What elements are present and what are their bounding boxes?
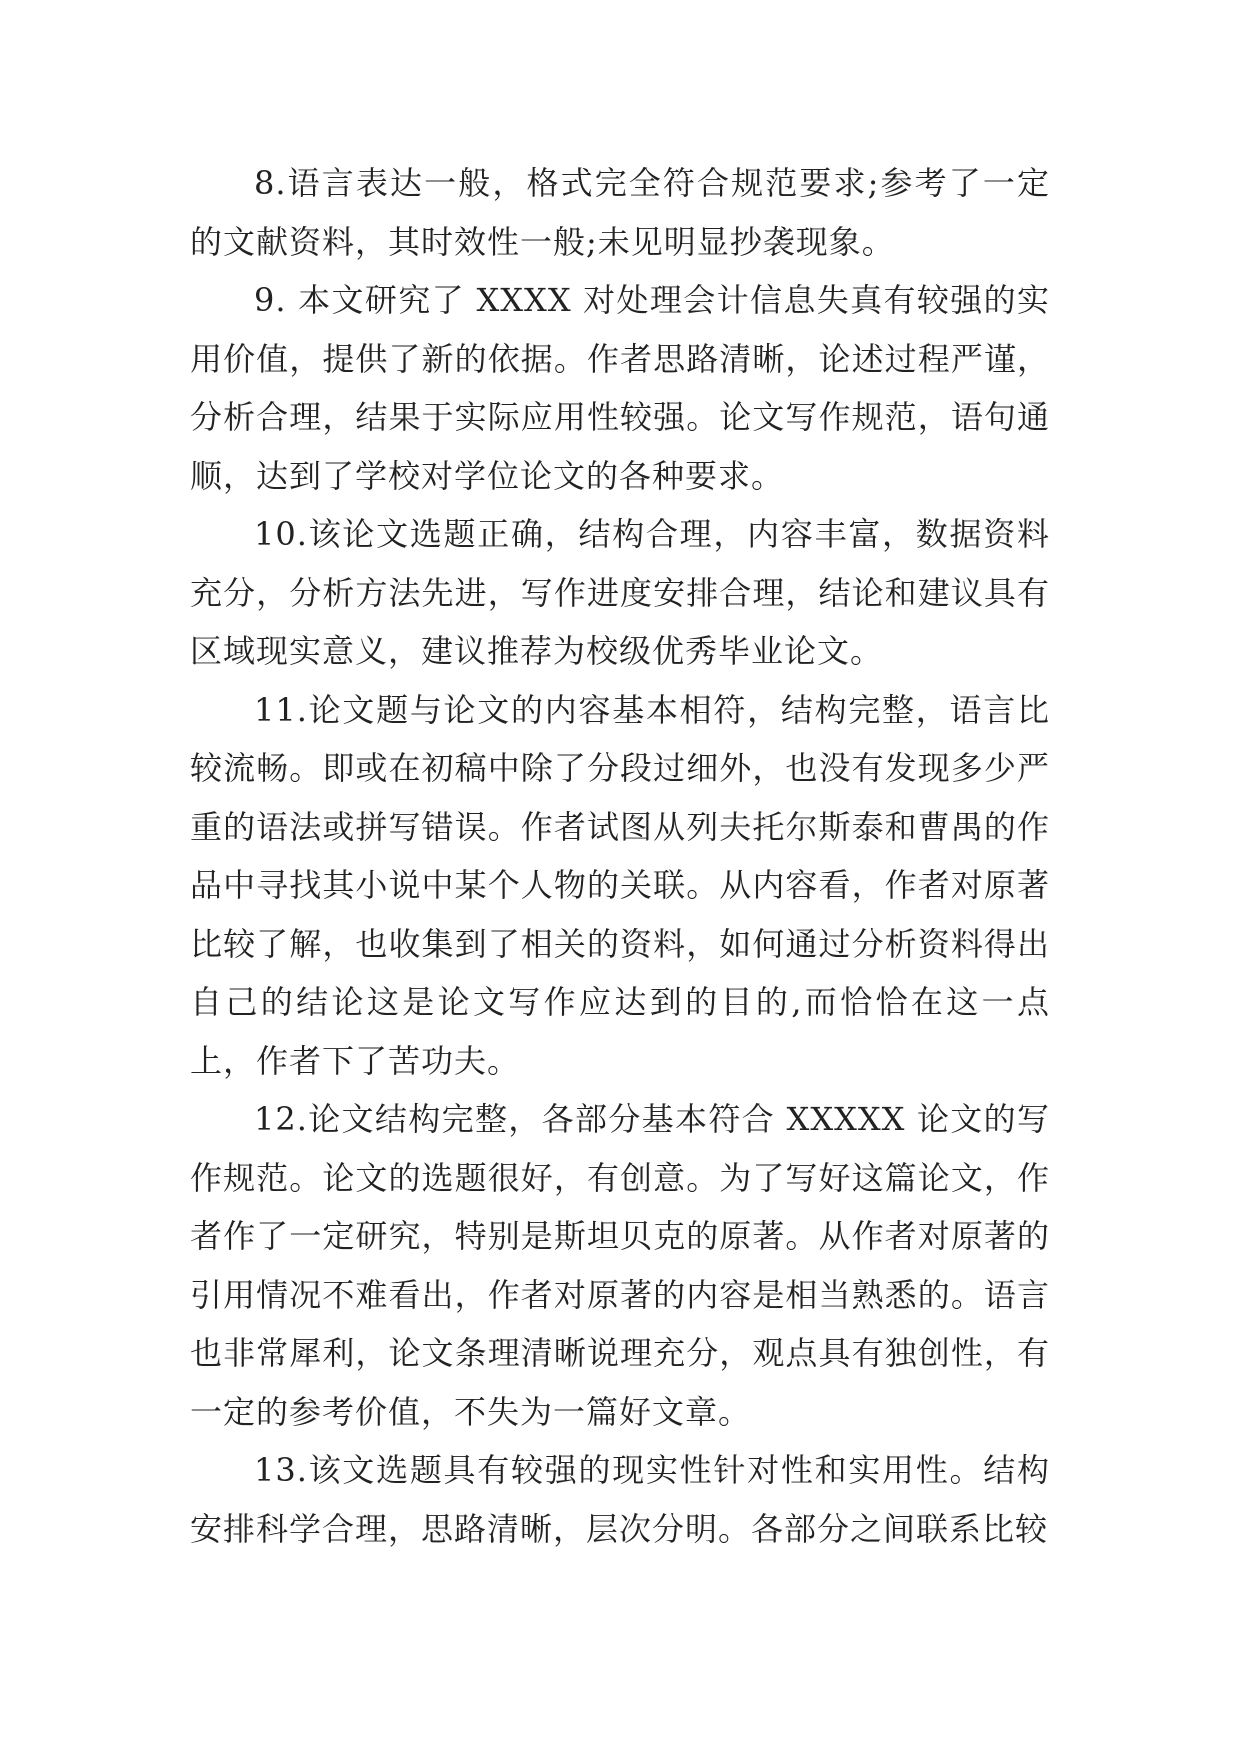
paragraph-10: 10.该论文选题正确，结构合理，内容丰富，数据资料充分，分析方法先进，写作进度安排合理，结论和建议具有区域现实意义，建议推荐为校级优秀毕业论文。	[190, 515, 1050, 670]
paragraph-9: 9. 本文研究了 XXXX 对处理会计信息失真有较强的实用价值，提供了新的依据。作者思路清晰，论述过程严谨，分析合理，结果于实际应用性较强。论文写作规范，语句通顺，达到了学校对学位论文的各种要求。	[190, 281, 1050, 495]
paragraph-8: 8.语言表达一般，格式完全符合规范要求;参考了一定的文献资料，其时效性一般;未见明显抄袭现象。	[190, 164, 1050, 261]
paragraph-13: 13.该文选题具有较强的现实性针对性和实用性。结构安排科学合理，思路清晰，层次分明。各部分之间联系比较	[190, 1451, 1050, 1548]
document-body	[190, 154, 1050, 1558]
paragraph-12: 12.论文结构完整，各部分基本符合 XXXXX 论文的写作规范。论文的选题很好，有创意。为了写好这篇论文，作者作了一定研究，特别是斯坦贝克的原著。从作者对原著的引用情况不难看出，作者对原著的内容是相当熟悉的。语言也非常犀利，论文条理清晰说理充分，观点具有独创性，有一定的参考价值，不失为一篇好文章。	[190, 1100, 1050, 1431]
paragraph-11: 11.论文题与论文的内容基本相符，结构完整，语言比较流畅。即或在初稿中除了分段过细外，也没有发现多少严重的语法或拼写错误。作者试图从列夫托尔斯泰和曹禺的作品中寻找其小说中某个人物的关联。从内容看，作者对原著比较了解，也收集到了相关的资料，如何通过分析资料得出自己的结论这是论文写作应达到的目的,而恰恰在这一点上，作者下了苦功夫。	[190, 690, 1050, 1080]
